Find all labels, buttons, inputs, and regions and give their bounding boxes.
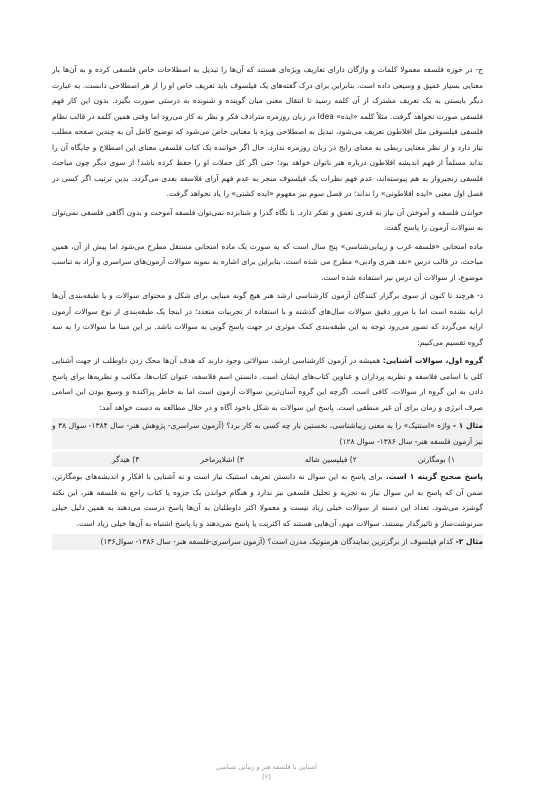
example-two-text: کدام فیلسوف از برگزترین نمایندگان هرمنوتیک مدرن است؟ (آزمون سراسری-فلسفه هنر- سال ۱۳۸۶- سوال۱۳۶) xyxy=(100,537,456,546)
option-4: ۴) هیدگر xyxy=(112,455,140,464)
paragraph-exam-subject: ماده امتحانی «فلسفه غرب و زیبایی‌شناسی» پنج سال است که به صورت یک ماده امتحانی مستقل مطرح می‌شود اما پیش از آن، همین مباحث، در قالب درس «نقد هنری وادبی» مطرح می شده است. بنابراین برای اشاره به نمونه سوالات آزمون‌های سراسری و آزاد به تناسب موضوع، از سوالات آن درس نیز استفاده شده است. xyxy=(52,241,483,282)
footer-book-title: آشنایی با فلسفه هنر و زیبایی شناسی xyxy=(216,763,317,771)
paragraph-terminology: ج- در حوزه فلسفه معمولا کلمات و واژگان دارای تعاریف ویژه‌ای هستند که آن‌ها را تبدیل به اصطلاحات خاص فلسفی کرده و به آن‌ها بار معنایی بسیار عمیق و وسیعی داده است. بنابراین برای درک گفته‌های یک فیلسوف باید تعریف خاص او را از هر اصطلاحی دانست. به عبارت دیگر بایستی به یک تعریف مشترک از آن کلمه رسید تا انتقال معنی میان گوینده و شنونده به درستی صورت بگیرد. بدون این کار فهم فلسفی صورت نخواهد گرفت. مثلاً کلمه «ایده» Idea در زبان روزمره مترادف فکر و نظر به کار می‌رود اما وقتی همین کلمه در قالب نظام فلسفی فیلسوفی مثل افلاطون تعریف می‌شود، تبدیل به اصطلاحی ویژه با معنایی خاص می‌شود که توضیح کامل آن به چندین صفحه مطلب نیاز دارد و از نظر معنایی ربطی به معنای رایج در زبان روزمره ندارد. حال اگر خواننده یک کتاب فلسفی معنای این اصطلاح و جایگاه آن را نداند مسلماً از فهم اندیشه افلاطون درباره هنر ناتوان خواهد بود؛ حتی اگر کل جملات او را حفظ کرده باشد! از سوی دیگر چون مباحث فلسفی زنجیروار به هم پیوسته‌اند، عدم فهم نظرات یک فیلسوف منجر به عدم فهم آرای فلاسفه بعدی می‌گردد. بدین ترتیب اگر کسی در فصل اول معنی «ایده افلاطونی» را نداند؛ در فصل سوم نیز مفهوم «ایده کشتی» را یاد نخواهد گرفت. xyxy=(52,65,483,198)
example-one-options xyxy=(52,452,483,467)
document-page xyxy=(52,62,483,760)
footer-page-number: [۲] xyxy=(262,773,271,781)
example-two-question xyxy=(52,534,483,550)
option-2: ۲) فیلیسین شاله xyxy=(304,455,357,464)
group-one-text: همیشه در آزمون کارشناسی ارشد، سوالاتی وجود دارند که هدف آن‌ها محک زدن داوطلب از جهت آشنایی کلی با اسامی فلاسفه و نظریه پردازان و عناوین کتاب‌های ایشان است. دانستن اسم فلاسفه، عنوان کتاب‌ها، مکاتب و نظریه‌ها برای پاسخ دادن به این گروه از سوالات، کافی است. اگرچه این گروه آسان‌ترین سوالات آزمون است اما به خاطر پراکنده و وسیع بودن این اسامی صرف انرژی و زمان برای آن غیر منطقی است. پاسخ این سوالات به شکل ناخود آگاه و در خلال مطالعه به دست خواهد آمد: xyxy=(52,356,483,412)
example-one-answer xyxy=(52,469,483,531)
option-1: ۱) بومگارتن xyxy=(417,455,455,464)
paragraph-reading-philosophy: خواندن فلسفه و آموختن آن نیاز به قدری تعمق و تفکر دارد. با نگاه گذرا و شتابزده نمی‌توان فلسفه آموخت و بدون آگاهی فلسفی نمی‌توان به سوالات آزمون را پاسخ گفت. xyxy=(52,207,483,232)
group-one-section xyxy=(52,353,483,415)
answer-label: پاسخ صحیح گزینه ۱ است. xyxy=(385,472,483,481)
example-one-label: مثال ۱ - xyxy=(452,421,483,430)
page-footer xyxy=(0,762,533,782)
paragraph-classification: د- هرچند تا کنون از سوی برگزار کنندگان آزمون کارشناسی ارشد هنر هیچ گونه مبنایی برای شکل و محتوای سوالات و یا طبقه‌بندی آن‌ها ارایه نشده است اما با مرور دقیق سوالات سال‌های گذشته و با استفاده از تجربیات متعدد؛ در اینجا یک طبقه‌بندی از نوع سوالات آزمون ارایه می‌گردد که تصور می‌رود توجه به این طبقه‌بندی کمک موثری در جهت پاسخ گویی به سوالات باشد. بر این مبنا ما سوالات را به سه گروه تقسیم می‌کنیم: xyxy=(52,291,483,347)
example-one-question xyxy=(52,418,483,449)
option-3: ۳) اشلایرماخر xyxy=(200,455,244,464)
group-one-heading: گروه اول، سوالات آشنایی: xyxy=(382,356,483,365)
example-one-text: واژه «استتیک» را به معنی زیباشناسی، نخستین بار چه کسی به کار برد؟ (آزمون سراسری- پژوهش هنر- سال ۱۳۸۴- سوال ۳۸ و نیز آزمون فلسفه هنر- سال ۱۳۸۶- سوال ۱۲۸) xyxy=(52,421,483,446)
example-two-label: مثال ۲- xyxy=(455,537,483,546)
answer-text: برای پاسخ به این سوال نه دانستن تعریف استتیک نیاز است و نه آشنایی با افکار و اندیشه‌های بومگارتن. ضمن آن که پاسخ به این سوال نیاز به تجزیه و تحلیل فلسفی نیز ندارد و هنگام خواندن یک جزوه یا کتاب راجع به فلسفه هنر، این نکته گوشزد می‌شود. تعداد این دسته از سوالات خیلی زیاد نیست و معمولا اکثر داوطلبان به آن‌ها پاسخ درست می‌دهند به همین دلیل خیلی سرنوشت‌ساز و تاثیرگذار نیستند. سوالات مهم، آن‌هایی هستند که اکثریت یا پاسخ نمی‌دهند و یا پاسخ اشتباه به آن‌ها خیلی زیاد است. xyxy=(52,472,483,528)
